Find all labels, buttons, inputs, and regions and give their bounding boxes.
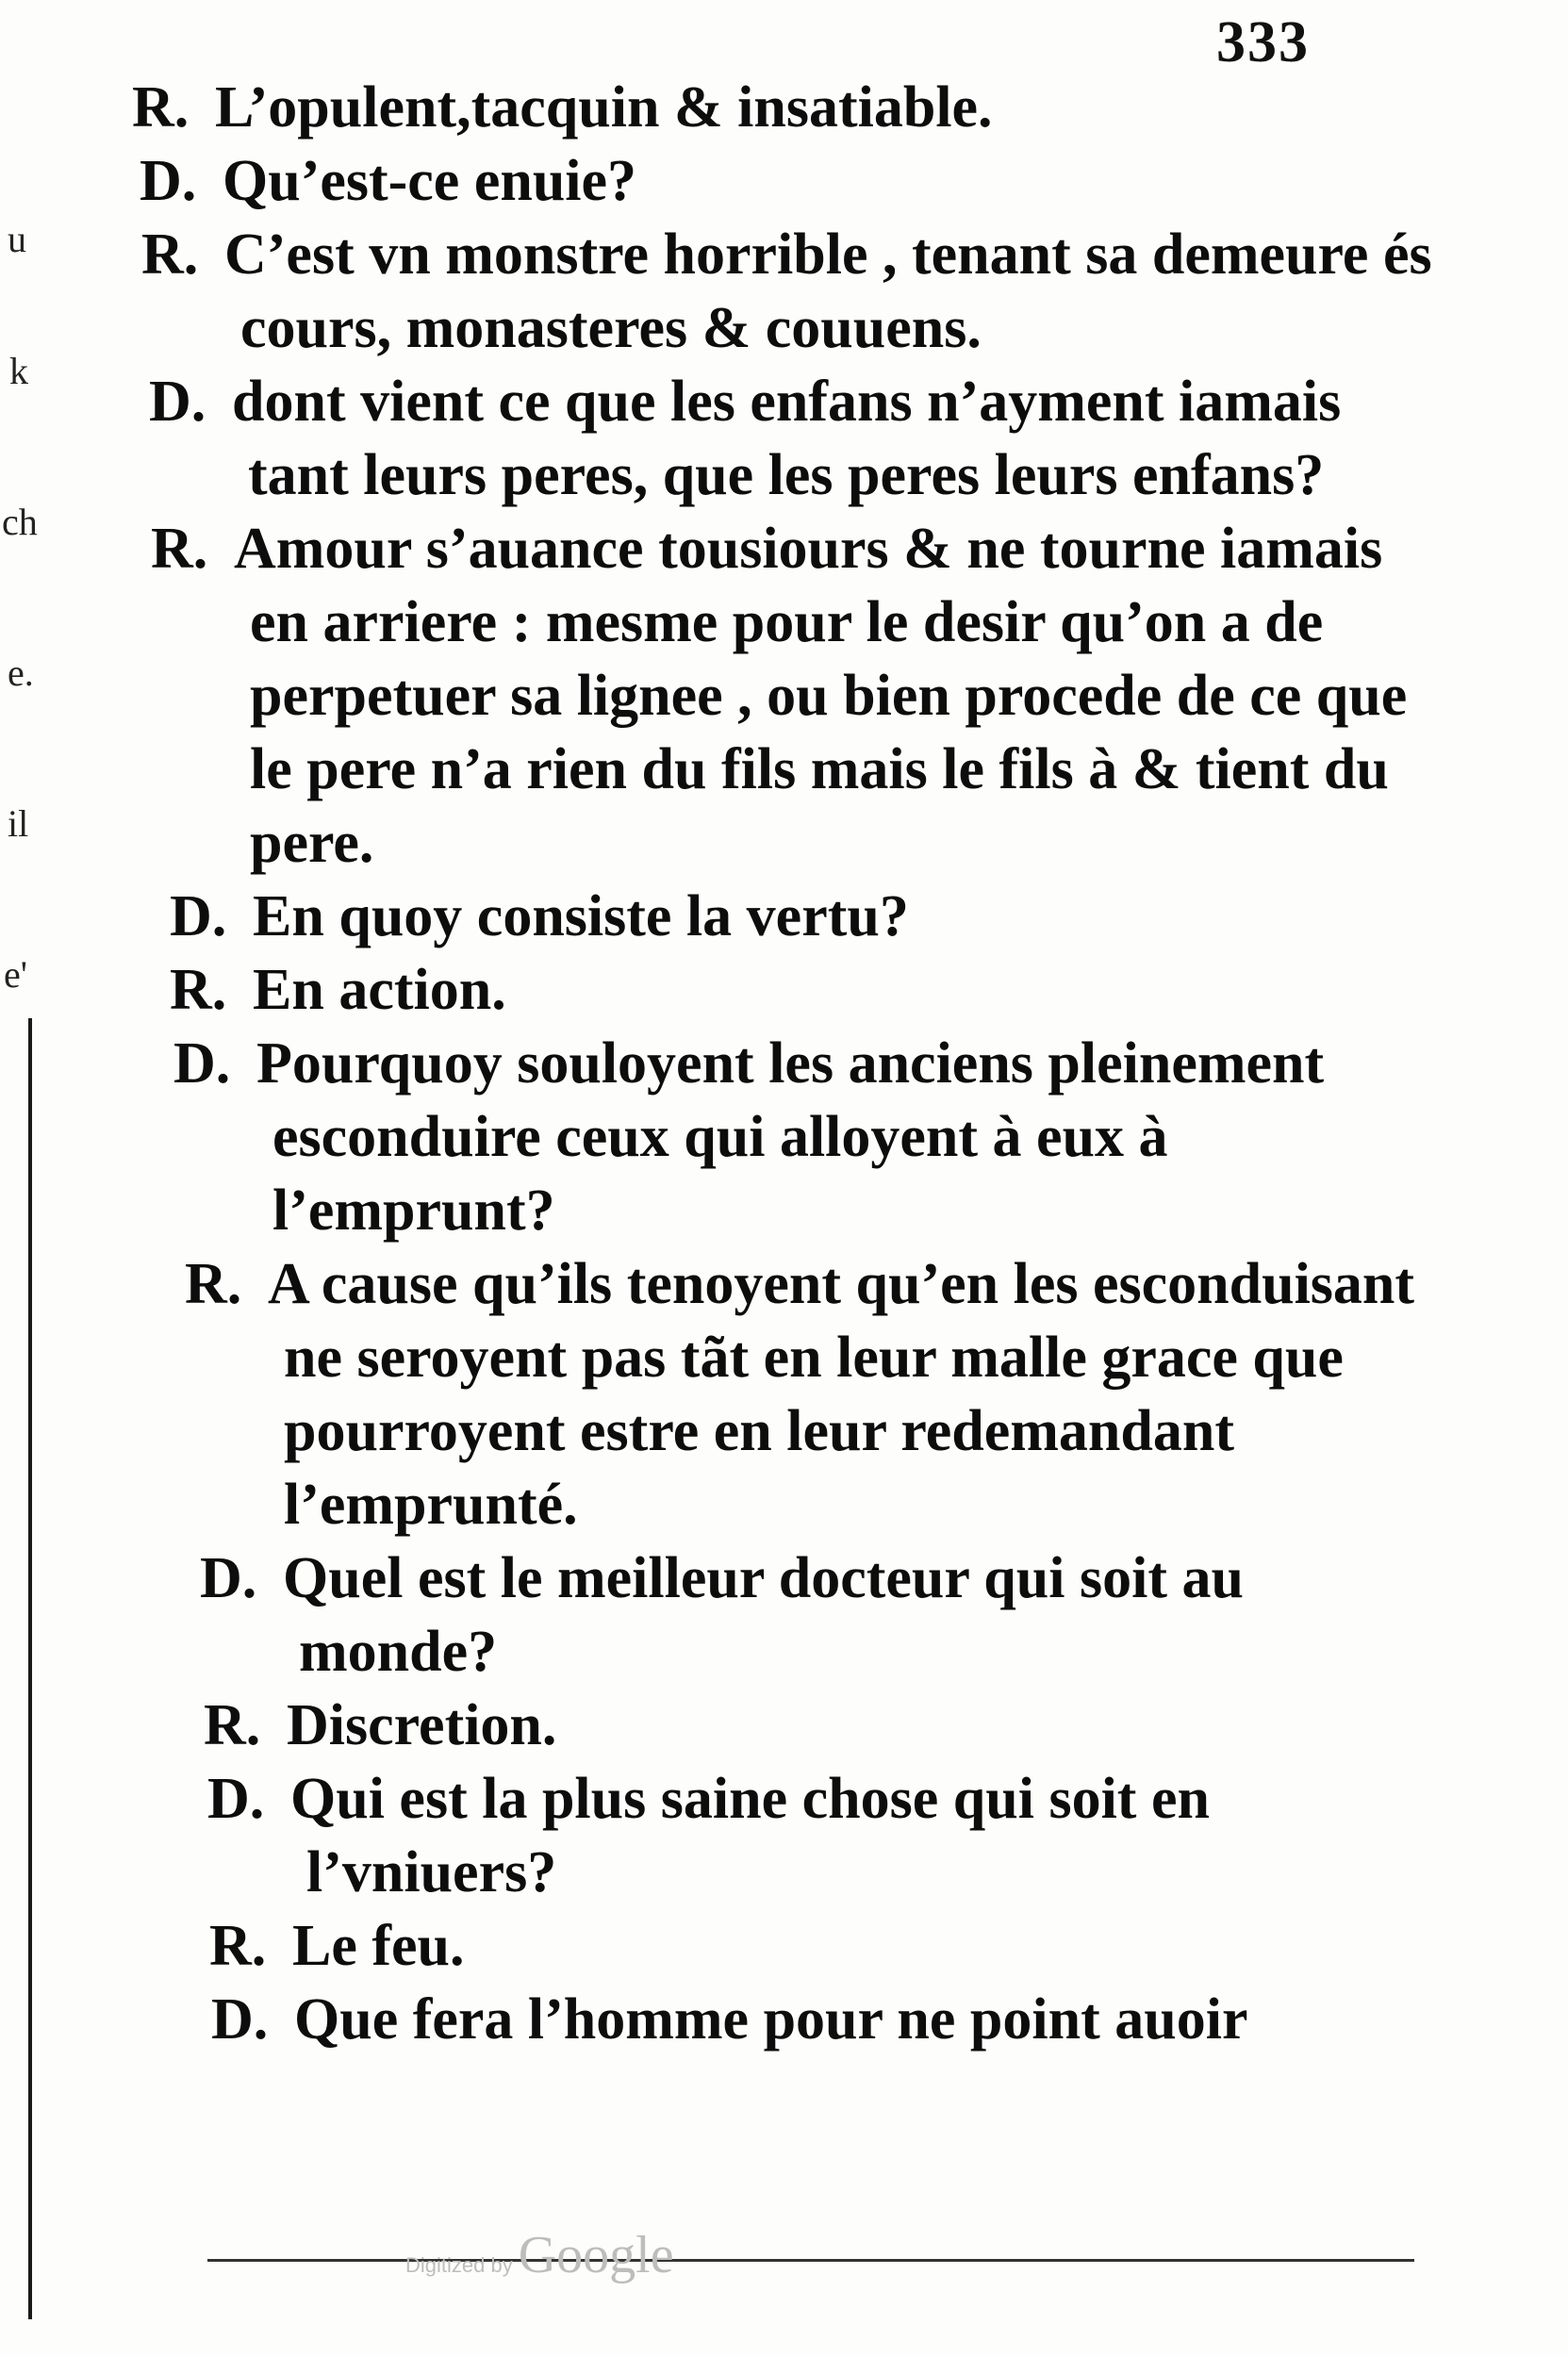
- page-number: 333: [1216, 10, 1310, 74]
- dialogue-entry: [140, 144, 1433, 218]
- watermark-prefix: Digitized by: [405, 2253, 513, 2277]
- entry-marker: D.: [149, 370, 206, 434]
- entry-text: L’opulent,tacquin & insatiable.: [215, 75, 993, 140]
- entry-marker: R.: [185, 1252, 242, 1316]
- dialogue-entry: [209, 1909, 1433, 1983]
- margin-fragment: ch: [2, 501, 38, 543]
- dialogue-entry: [149, 365, 1433, 512]
- entry-marker: R.: [132, 75, 190, 140]
- entry-text: Quel est le meilleur docteur qui soit au monde?: [283, 1546, 1244, 1684]
- entry-text: Qui est la plus saine chose qui soit en l’vniuers?: [290, 1767, 1210, 1904]
- entry-marker: R.: [141, 223, 199, 287]
- entry-marker: D.: [211, 1987, 269, 2052]
- dialogue-entry: [151, 512, 1433, 880]
- dialogue-entry: [170, 880, 1433, 953]
- margin-fragment: e.: [8, 651, 34, 694]
- entry-text: Que fera l’homme pour ne point auoir: [294, 1987, 1248, 2052]
- entry-text: En action.: [253, 958, 506, 1022]
- entry-text: Le feu.: [292, 1914, 465, 1978]
- dialogue-entry: [185, 1247, 1433, 1541]
- entry-marker: D.: [173, 1031, 231, 1096]
- dialogue-entry: [211, 1983, 1433, 2056]
- entry-marker: D.: [200, 1546, 257, 1610]
- entry-text: En quoy consiste la vertu?: [253, 884, 909, 948]
- watermark-brand: Google: [518, 2226, 674, 2284]
- margin-fragment: u: [8, 218, 26, 260]
- entry-marker: R.: [209, 1914, 267, 1978]
- left-margin-fragments: [0, 0, 38, 2357]
- entry-marker: R.: [151, 517, 208, 581]
- bottom-rule: [207, 2259, 1414, 2262]
- margin-binding-line: [28, 1018, 32, 2319]
- margin-fragment: e': [4, 953, 27, 996]
- entry-text: dont vient ce que les enfans n’ayment iamais tant leurs peres, que les peres leurs enfans?: [232, 370, 1342, 507]
- dialogue-entry: [132, 71, 1433, 144]
- digitized-watermark: [405, 2225, 674, 2285]
- entry-marker: D.: [207, 1767, 265, 1831]
- entry-text: C’est vn monstre horrible , tenant sa demeure és cours, monasteres & couuens.: [224, 223, 1432, 360]
- entry-text: Pourquoy souloyent les anciens pleinement esconduire ceux qui alloyent à eux à l’emprunt?: [256, 1031, 1325, 1243]
- dialogue-entry: [204, 1689, 1433, 1762]
- dialogue-entry: [141, 218, 1433, 365]
- entry-text: Qu’est-ce enuie?: [223, 149, 637, 213]
- entry-text: A cause qu’ils tenoyent qu’en les esconduisant ne seroyent pas tãt en leur malle grace que pourroyent estre en leur redemandant l’emprunté.: [268, 1252, 1415, 1537]
- entry-marker: D.: [170, 884, 227, 948]
- entry-marker: R.: [170, 958, 227, 1022]
- entry-marker: R.: [204, 1693, 261, 1757]
- dialogue-entry: [200, 1541, 1433, 1689]
- entry-text: Discretion.: [287, 1693, 557, 1757]
- entry-marker: D.: [140, 149, 197, 213]
- margin-fragment: il: [8, 802, 29, 845]
- margin-fragment: k: [9, 350, 28, 392]
- dialogue-entry: [207, 1762, 1433, 1909]
- dialogue-text: [132, 71, 1433, 2056]
- entry-text: Amour s’auance tousiours & ne tourne iamais en arriere : mesme pour le desir qu’on a de perpetuer sa lignee , ou bien procede de ce que le pere n’a rien du fils mais le fils à & tient du pere.: [234, 517, 1408, 875]
- dialogue-entry: [170, 953, 1433, 1027]
- dialogue-entry: [173, 1027, 1433, 1247]
